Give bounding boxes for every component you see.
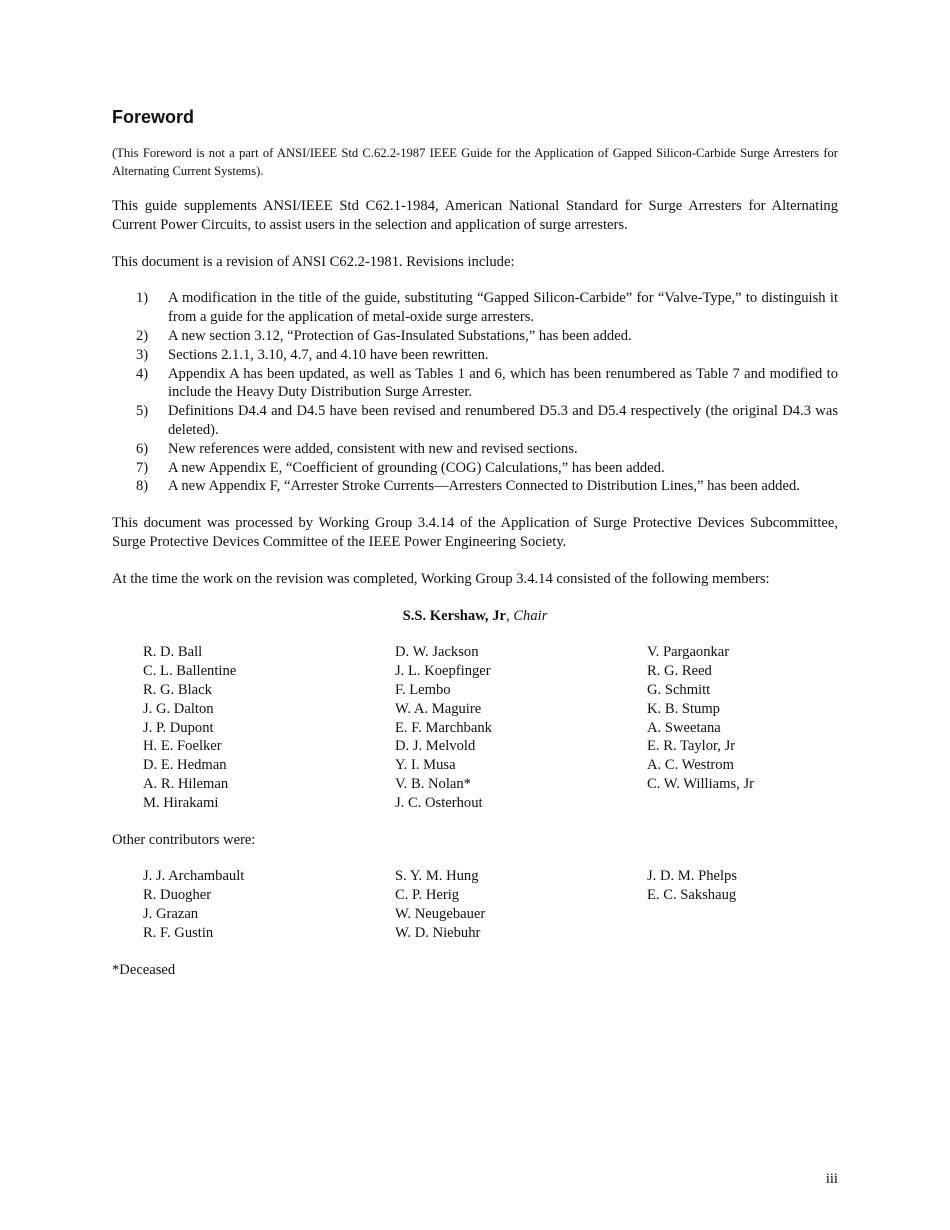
footnote: *Deceased [112, 961, 176, 978]
list-item-number: 1) [136, 290, 149, 307]
list-item-text: Sections 2.1.1, 3.10, 4.7, and 4.10 have been rewritten. [168, 346, 489, 363]
member-name: D. W. Jackson [395, 644, 479, 661]
contributor-column-1 [143, 867, 395, 942]
list-item-text: Definitions D4.4 and D4.5 have been revised and renumbered D5.3 and D5.4 respectively (the original D4.3 was deleted). [168, 403, 838, 438]
list-item-number: 4) [136, 365, 149, 382]
contributor-name: J. Grazan [143, 905, 199, 922]
list-item-text: A modification in the title of the guide, substituting “Gapped Silicon-Carbide” for “Valve-Type,” to distinguish it from a guide for the application of metal-oxide surge arresters. [168, 290, 838, 326]
list-item-number: 5) [136, 403, 149, 420]
contributor-name: J. J. Archambault [143, 868, 245, 885]
member-name: H. E. Foelker [143, 738, 222, 755]
contributor-name: E. C. Sakshaug [647, 887, 737, 904]
chair-line [112, 607, 838, 626]
member-name: R. D. Ball [143, 644, 203, 661]
member-name: R. G. Black [143, 681, 212, 698]
list-item [136, 402, 838, 440]
members-list [112, 643, 838, 812]
list-item-text: A new Appendix E, “Coefficient of grounding (COG) Calculations,” has been added. [168, 459, 665, 476]
member-name: A. C. Westrom [647, 757, 734, 774]
member-name: E. F. Marchbank [395, 719, 492, 736]
member-name: D. J. Melvold [395, 738, 476, 755]
member-column-1 [143, 643, 395, 812]
member-name: J. P. Dupont [143, 719, 214, 736]
member-name: Y. I. Musa [395, 757, 456, 774]
processing-paragraph: This document was processed by Working Group 3.4.14 of the Application of Surge Protective Devices Subcommittee, Surge Protective Devices Committee of the IEEE Power Engineering Society. [112, 515, 838, 550]
member-column-3 [647, 643, 847, 812]
member-name: M. Hirakami [143, 794, 219, 811]
list-item-number: 6) [136, 440, 149, 457]
other-contributors-list [112, 867, 838, 942]
list-item [136, 289, 838, 327]
foreword-note: (This Foreword is not a part of ANSI/IEEE Std C.62.2-1987 IEEE Guide for the Application of Gapped Silicon-Carbide Surge Arresters for Alternating Current Systems). [112, 146, 838, 178]
member-name: J. C. Osterhout [395, 794, 483, 811]
member-name: R. G. Reed [647, 663, 712, 680]
other-contributors-label: Other contributors were: [112, 831, 256, 848]
page-title: Foreword [112, 107, 195, 127]
list-item [136, 327, 838, 346]
member-name: J. L. Koepfinger [395, 663, 491, 680]
contributor-column-3 [647, 867, 847, 942]
member-name: E. R. Taylor, Jr [647, 738, 736, 755]
contributor-name: S. Y. M. Hung [395, 868, 479, 885]
contributor-column-2 [395, 867, 647, 942]
contributor-name: W. D. Niebuhr [395, 924, 481, 941]
chair-separator: , [506, 607, 514, 624]
list-item-number: 3) [136, 346, 149, 363]
chair-role: Chair [513, 607, 548, 624]
list-item-text: Appendix A has been updated, as well as Tables 1 and 6, which has been renumbered as Table 7 and modified to include the Heavy Duty Distribution Surge Arrester. [168, 365, 838, 401]
member-name: A. R. Hileman [143, 775, 229, 792]
contributor-name: C. P. Herig [395, 887, 460, 904]
member-name: C. L. Ballentine [143, 663, 237, 680]
contributor-name: J. D. M. Phelps [647, 868, 738, 885]
list-item-number: 8) [136, 478, 149, 495]
revision-list [112, 289, 838, 496]
list-item [136, 440, 838, 459]
contributor-name: R. Duogher [143, 887, 212, 904]
list-item-number: 2) [136, 327, 149, 344]
member-name: G. Schmitt [647, 681, 711, 698]
member-name: J. G. Dalton [143, 700, 214, 717]
list-item-text: New references were added, consistent with new and revised sections. [168, 440, 578, 457]
list-item-text: A new Appendix F, “Arrester Stroke Currents—Arresters Connected to Distribution Lines,” has been added. [168, 478, 800, 495]
page-number: iii [825, 1171, 838, 1187]
member-name: F. Lembo [395, 681, 451, 698]
member-name: D. E. Hedman [143, 757, 227, 774]
list-item [136, 459, 838, 478]
list-item [136, 346, 838, 365]
contributor-name: R. F. Gustin [143, 924, 214, 941]
member-name: V. Pargaonkar [647, 644, 730, 661]
member-name: A. Sweetana [647, 719, 721, 736]
contributor-name: W. Neugebauer [395, 905, 486, 922]
chair-name: S.S. Kershaw, Jr [402, 607, 507, 624]
members-intro: At the time the work on the revision was completed, Working Group 3.4.14 consisted of the following members: [112, 570, 770, 587]
intro-paragraph: This guide supplements ANSI/IEEE Std C62.1-1984, American National Standard for Surge Arresters for Alternating Current Power Circuits, to assist users in the selection and application of surge arresters. [112, 198, 838, 233]
member-name: W. A. Maguire [395, 700, 482, 717]
list-item-text: A new section 3.12, “Protection of Gas-Insulated Substations,” has been added. [168, 327, 632, 344]
list-item-number: 7) [136, 459, 149, 476]
revision-intro: This document is a revision of ANSI C62.2-1981. Revisions include: [112, 253, 515, 270]
member-column-2 [395, 643, 647, 812]
member-name: V. B. Nolan* [395, 775, 471, 792]
list-item [136, 365, 838, 403]
member-name: C. W. Williams, Jr [647, 775, 754, 792]
member-name: K. B. Stump [647, 700, 720, 717]
list-item [136, 477, 838, 496]
